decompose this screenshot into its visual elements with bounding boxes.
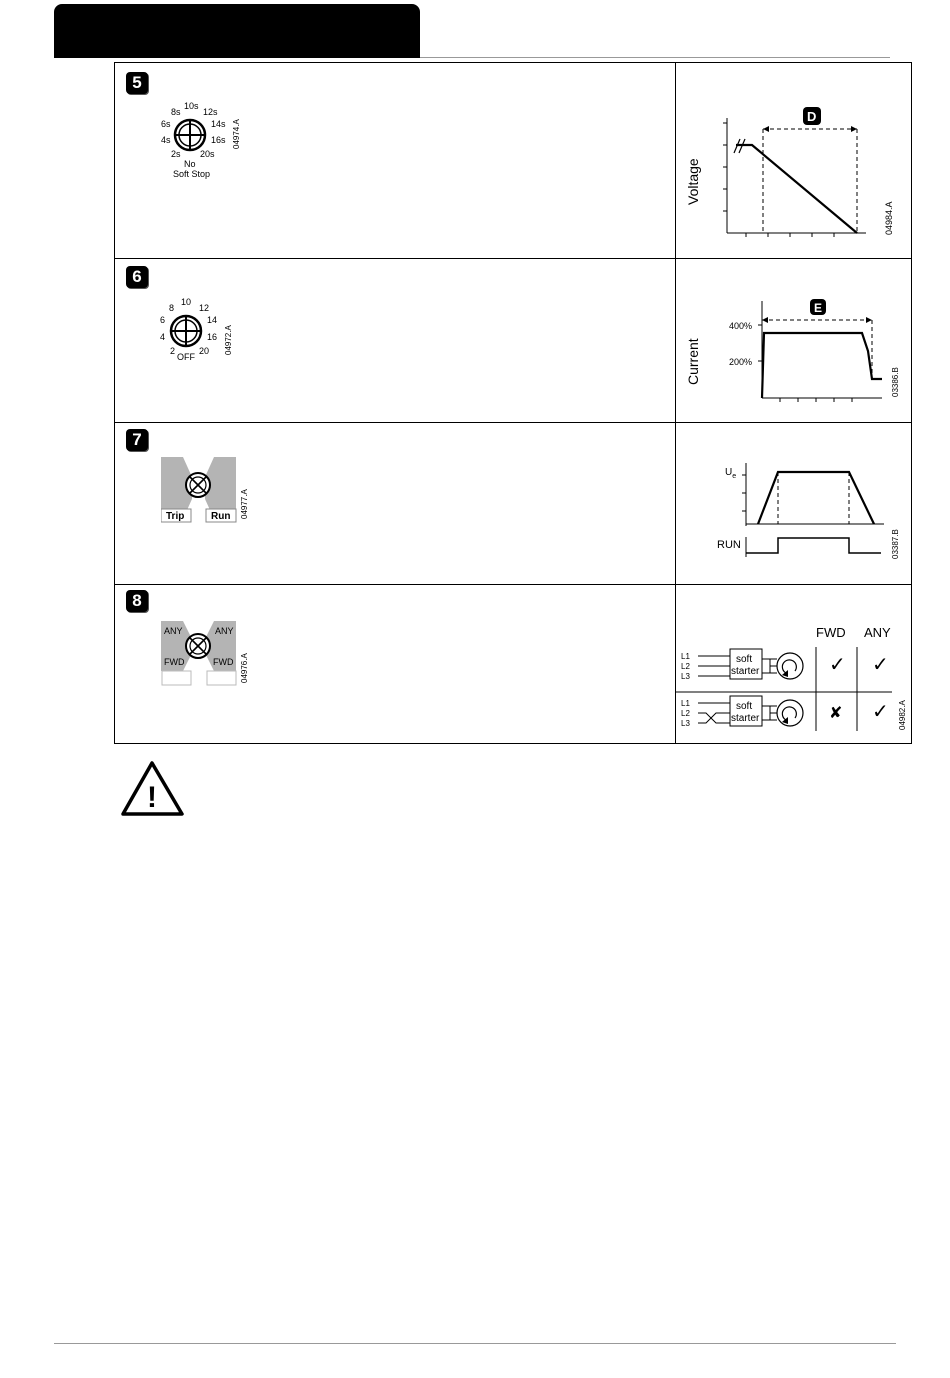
run-relay-graph: [676, 423, 912, 585]
cross-icon: ✘: [829, 705, 843, 722]
figure-code: 04976.A: [240, 653, 249, 683]
switch-label: ANY: [215, 626, 234, 636]
figure-code: 04972.A: [224, 325, 233, 355]
trip-run-switch: [161, 457, 271, 537]
check-icon: ✓: [872, 701, 889, 723]
dial-label: 4: [160, 332, 166, 342]
switch-label: FWD: [213, 657, 234, 667]
phase-label: L2: [681, 662, 690, 671]
dial-label: 16: [207, 332, 218, 342]
phase-label: L3: [681, 719, 690, 728]
dial-label: 12s: [203, 107, 218, 117]
item-number-badge: 5: [126, 72, 148, 94]
figure-code: 04982.A: [898, 700, 907, 730]
graph-badge: E: [814, 301, 823, 315]
settings-table: [114, 62, 912, 744]
figure-code: 04977.A: [240, 489, 249, 519]
dial-label: 14: [207, 315, 218, 325]
row-7: [115, 423, 911, 585]
current-graph: [676, 259, 912, 423]
soft-starter-label: soft: [736, 701, 753, 712]
dial-label: 16s: [211, 135, 226, 145]
dial-label: 12: [199, 303, 210, 313]
item-number-badge: 7: [126, 429, 148, 451]
phase-sequence-switch: [161, 621, 291, 701]
dial-label: 10s: [184, 101, 199, 111]
dial-off-label: Soft Stop: [173, 169, 211, 179]
graph-ylabel: Current: [685, 338, 701, 385]
phase-sequence-diagram: [676, 585, 912, 743]
soft-starter-label: starter: [731, 713, 760, 724]
dial-label: 4s: [161, 135, 171, 145]
soft-stop-dial: [155, 93, 295, 213]
dial-off-label: No: [184, 159, 196, 169]
figure-code: 04974.A: [232, 119, 241, 149]
switch-label: ANY: [164, 626, 183, 636]
figure-code: 03387.B: [891, 529, 900, 559]
check-icon: ✓: [872, 654, 889, 676]
figure-code: 03386.B: [891, 367, 900, 397]
dial-label: 6s: [161, 119, 171, 129]
column-header-fwd: FWD: [816, 625, 846, 640]
row-5: [115, 63, 911, 259]
column-header-any: ANY: [864, 625, 891, 640]
graph-tick-label: 400%: [729, 321, 753, 331]
item-number-badge: 8: [126, 590, 148, 612]
header-rule: [420, 57, 890, 58]
footer-rule: [54, 1343, 896, 1344]
figure-code: 04984.A: [884, 201, 894, 235]
dial-label: 8: [169, 303, 175, 313]
dial-label: 8s: [171, 107, 181, 117]
current-limit-dial: [155, 289, 295, 399]
dial-label: 10: [181, 297, 192, 307]
soft-starter-label: starter: [731, 666, 760, 677]
phase-label: L1: [681, 652, 690, 661]
switch-label: FWD: [164, 657, 185, 667]
graph-badge: D: [807, 109, 817, 124]
phase-label: L1: [681, 699, 690, 708]
run-label: RUN: [717, 539, 741, 551]
row-6: [115, 259, 911, 423]
graph-tick-label: 200%: [729, 357, 753, 367]
phase-label: L3: [681, 672, 690, 681]
check-icon: ✓: [829, 654, 846, 676]
switch-label: Run: [211, 511, 231, 522]
dial-label: 2s: [171, 149, 181, 159]
voltage-graph: [676, 63, 912, 259]
warning-icon: [120, 760, 186, 818]
dial-label: 20s: [200, 149, 215, 159]
dial-label: 6: [160, 315, 166, 325]
switch-label: Trip: [166, 511, 185, 522]
phase-label: L2: [681, 709, 690, 718]
dial-label: 20: [199, 346, 210, 356]
row-8: [115, 585, 911, 743]
ue-label: $U_e$: [725, 467, 737, 480]
header-tab: [54, 4, 420, 58]
item-number-badge: 6: [126, 266, 148, 288]
dial-label: 14s: [211, 119, 226, 129]
dial-off-label: OFF: [177, 352, 195, 362]
graph-ylabel: Voltage: [685, 158, 701, 205]
dial-label: 2: [170, 346, 176, 356]
warning-symbol: !: [147, 781, 157, 814]
soft-starter-label: soft: [736, 654, 753, 665]
